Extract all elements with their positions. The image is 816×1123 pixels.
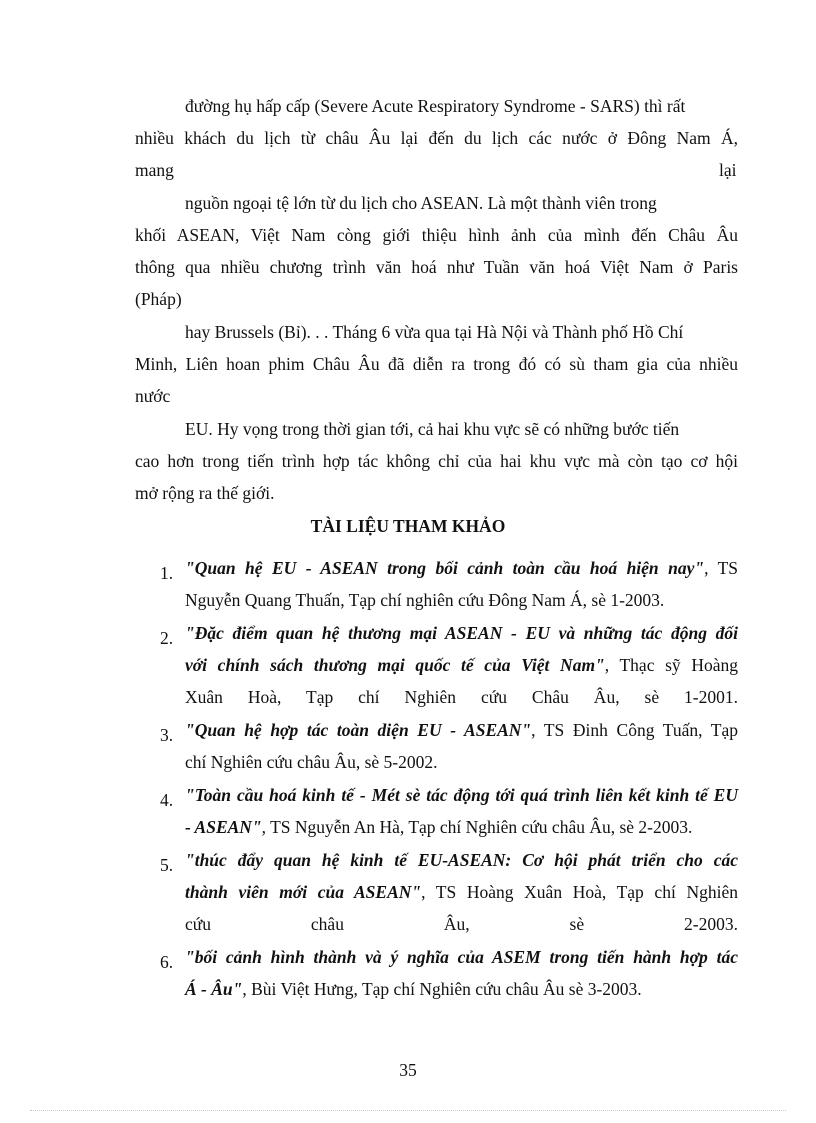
page-number: 35 (399, 1060, 417, 1080)
reference-number: 5. (160, 855, 174, 875)
reference-title: thành viên mới của ASEAN" (185, 882, 422, 902)
reference-detail: , TS Hoàng Xuân Hoà, Tạp chí Nghiên (421, 882, 738, 902)
reference-detail: , TS (704, 558, 738, 578)
reference-detail: , TS Nguyễn An Hà, Tạp chí Nghiên cứu châu Âu, sè 2-2003. (261, 817, 693, 837)
reference-title: "Quan hệ EU - ASEAN trong bối cảnh toàn cầu hoá hiện nay" (185, 558, 705, 578)
reference-number: 6. (160, 952, 174, 972)
paragraph-line: cao hơn trong tiến trình hợp tác không chỉ của hai khu vực mà còn tạo cơ hội (135, 451, 738, 471)
reference-detail: chí Nghiên cứu châu Âu, sè 5-2002. (185, 752, 438, 772)
paragraph-line: (Pháp) (135, 289, 182, 309)
reference-number: 4. (160, 790, 174, 810)
paragraph-line: lại (719, 160, 737, 180)
reference-title: "Quan hệ hợp tác toàn diện EU - ASEAN" (185, 720, 532, 740)
reference-item (185, 719, 738, 741)
reference-title: "Toàn cầu hoá kinh tế - Mét sè tác động tới quá trình liên kết kinh tế EU (185, 785, 738, 805)
references-heading: TÀI LIỆU THAM KHẢO (310, 516, 506, 536)
paragraph-line: nhiều khách du lịch từ châu Âu lại đến du lịch các nước ở Đông Nam Á, (135, 128, 738, 148)
reference-number: 2. (160, 628, 174, 648)
reference-number: 3. (160, 725, 174, 745)
page-bottom-border (30, 1110, 786, 1111)
paragraph-line: mở rộng ra thế giới. (135, 483, 275, 503)
paragraph-line: hay Brussels (Bỉ). . . Tháng 6 vừa qua tại Hà Nội và Thành phố Hồ Chí (185, 322, 684, 342)
reference-item (185, 881, 738, 903)
paragraph-line: đường hụ hấp cấp (Severe Acute Respiratory Syndrome - SARS) thì rất (185, 96, 686, 116)
reference-detail: Nguyễn Quang Thuấn, Tạp chí nghiên cứu Đông Nam Á, sè 1-2003. (185, 590, 665, 610)
reference-item (185, 978, 738, 1000)
reference-detail: , Bùi Việt Hưng, Tạp chí Nghiên cứu châu Âu sè 3-2003. (242, 979, 642, 999)
paragraph-line: EU. Hy vọng trong thời gian tới, cả hai khu vực sẽ có những bước tiến (185, 419, 680, 439)
paragraph-line: thông qua nhiều chương trình văn hoá như Tuần văn hoá Việt Nam ở Paris (135, 257, 738, 277)
paragraph-line: nước (135, 386, 171, 406)
reference-detail: Xuân Hoà, Tạp chí Nghiên cứu Châu Âu, sè 1-2001. (185, 687, 738, 707)
reference-title: "thúc đẩy quan hệ kinh tế EU-ASEAN: Cơ hội phát triển cho các (185, 850, 738, 870)
reference-title: - ASEAN" (185, 817, 262, 837)
reference-title: Á - Âu" (185, 979, 243, 999)
paragraph-line: mang (135, 160, 174, 180)
paragraph-line: Minh, Liên hoan phim Châu Âu đã diễn ra trong đó có sù tham gia của nhiều (135, 354, 738, 374)
reference-title: "Đặc điểm quan hệ thương mại ASEAN - EU và những tác động đối (185, 623, 738, 643)
reference-title: "bối cảnh hình thành và ý nghĩa của ASEM trong tiến hành hợp tác (185, 947, 738, 967)
reference-detail: , TS Đinh Công Tuấn, Tạp (531, 720, 738, 740)
reference-item (185, 654, 738, 676)
reference-item (185, 816, 738, 838)
paragraph-line: khối ASEAN, Việt Nam còng giới thiệu hình ảnh của mình đến Châu Âu (135, 225, 738, 245)
reference-number: 1. (160, 563, 174, 583)
reference-detail: , Thạc sỹ Hoàng (604, 655, 738, 675)
reference-item (185, 557, 738, 579)
paragraph-line: nguồn ngoại tệ lớn từ du lịch cho ASEAN. Là một thành viên trong (185, 193, 657, 213)
reference-title: với chính sách thương mại quốc tế của Việt Nam" (185, 655, 605, 675)
reference-detail: cứu châu Âu, sè 2-2003. (185, 914, 738, 934)
